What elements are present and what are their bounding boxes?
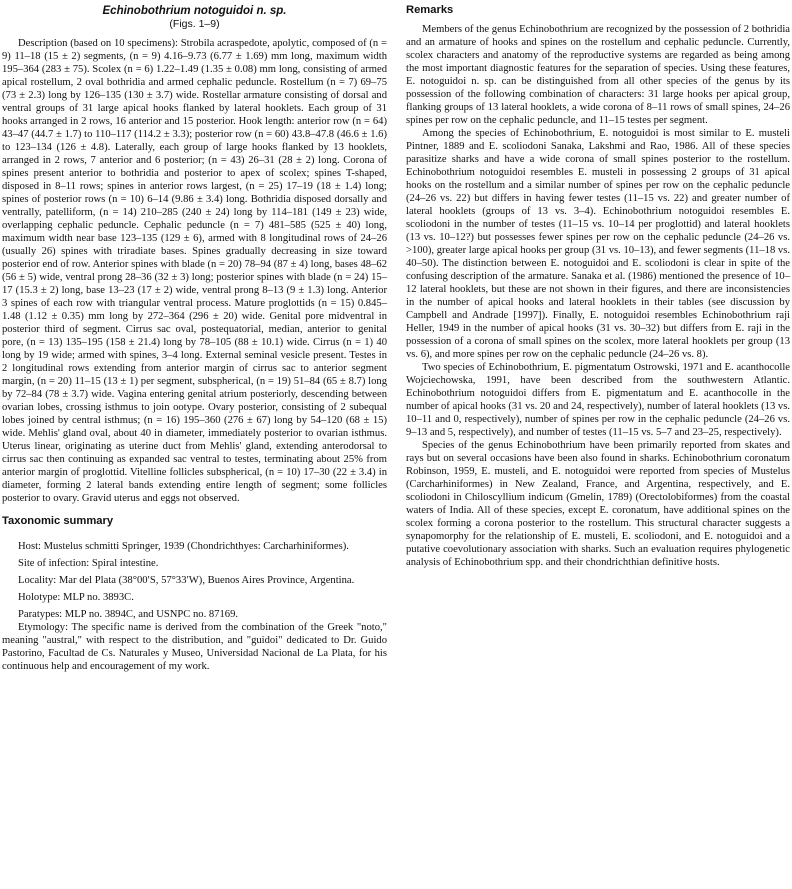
locality-entry: Locality: Mar del Plata (38°00′S, 57°33′W), Buenos Aires Province, Argentina. — [18, 575, 355, 586]
holotype-entry: Holotype: MLP no. 3893C. — [18, 592, 134, 603]
remarks-paragraph-1: Members of the genus Echinobothrium are recognized by the possession of 2 bothridia and an armature of hooks and spines on the rostellum and cephalic peduncle. Currently, scolex characters and anatomy of the reproductive systems are regarded as being among the most important diagnostic features for the separation of species. Using these features, E. notoguidoi n. sp. can be distinguished from all other species of the genus by its possession of the following combination of characters: 31 large hooks per apical group, flanking groups of 13 lateral hooklets, a wide corona of 8–11 rows of small spines, 24–26 spines per row on the cephalic peduncle, and 11–15 testes per segment. — [406, 24, 790, 126]
remarks-paragraph-4: Species of the genus Echinobothrium have been primarily reported from skates and rays but on several occasions have been also found in sharks. Echinobothrium coronatum Robinson, 1959, E. musteli, and E. notoguidoi were reported from species of Mustelus (Carcharhiniformes) in New Zealand, France, and Argentina, respectively, and E. scoliodoni in Chiloscyllium indicum (Gmelin, 1789) (Orectolobiformes) from the coastal waters of India. All of these species, except E. coronatum, have additional spines on the scolex forming a corona posterior to the rostellum. This structural character suggests a synapomorphy for the relationship of E. musteli, E. scoliodoni, and E. notoguidoi and a putative coevolutionary association with sharks. Such an evaluation requires phylogenetic analysis of Echinobothrium spp. and their chondrichthian definitive hosts. — [406, 440, 790, 568]
site-entry: Site of infection: Spiral intestine. — [18, 558, 159, 569]
taxonomic-summary — [2, 540, 387, 673]
description-paragraph: Description (based on 10 specimens): Strobila acraspedote, apolytic, composed of (n = 9) 11–18 (15 ± 2) segments, (n = 9) 4.16–9.73 (6.77 ± 1.69) mm long, maximum width 195–364 (283 ± 75). Scolex (n = 6) 1.22–1.49 (1.35 ± 0.08) mm long, consisting of armed apical rostellum, 2 oval bothridia and armed cephalic peduncle. Rostellum (n = 7) 69–75 (73 ± 2.3) long by 126–135 (130 ± 3.7) wide. Rostellar armature consisting of dorsal and ventral groups of 31 large apical hooks flanked by lateral hooklets. Each group of 31 hooks arranged in 2 rows, 16 anterior and 15 posterior. Hook length: anterior row (n = 64) 43–47 (44.7 ± 1.7) to 110–117 (114.2 ± 3.3); posterior row (n = 60) 43.8–47.8 (46.6 ± 1.6) to 123–134 (126 ± 4.8). Laterally, each group of large hooks flanked by 13 hooklets, arranged in 2 rows, 7 anterior and 6 posterior; (n = 43) 26–31 (28 ± 2) long. Corona of spines present anterior to bothridia and posterior to apex of scolex; spines T-shaped, disposed in 8–11 rows; spines in anterior rows largest, (n = 25) 17–19 (18 ± 1.4) long; spines of posterior rows (n = 10) 6–14 (9.86 ± 3.4) long. Bothridia disposed dorsally and ventrally, patelliform, (n = 14) 210–285 (240 ± 24) long by 114–181 (149 ± 23) wide, overlapping cephalic peduncle. Cephalic peduncle (n = 7) 481–585 (525 ± 40) long, maximum width near base 123–135 (129 ± 6), armed with 8 longitudinal rows of 24–26 (usually 26) spines with triradiate bases. Spines gradually decreasing in size toward posterior end of row. Anterior spines with blade (n = 20) 78–94 (87 ± 4) long, bases 48–62 (56 ± 5) wide, ventral prong 28–36 (32 ± 3) long; posterior spines with blade (n = 24) 15–17 (15.3 ± 2) long, base 13–23 (17 ± 2) wide, ventral prong 8–13 (9 ± 1.3) long. Anterior 3 spines of each row with triangular ventral process. Mature proglottids (n = 15) 0.845–1.48 (1.12 ± 0.35) mm long by 272–364 (296 ± 20) wide. Genital pore midventral in posterior third of segment. Cirrus sac oval, postequatorial, median, anterior to genital pore, (n = 13) 135–195 (158 ± 21.4) long by 78–105 (88 ± 10.1) wide. Cirrus (n = 1) 40 long by 19 wide; armed with spines, 3–4 long. External seminal vesicle present. Testes in 2 longitudinal rows extending from anterior margin of cirrus sac to anterior segment margin, (n = 20) 11–15 (13 ± 1) per segment, subspherical, (n = 19) 51–84 (65 ± 8.7) long by 72–84 (78 ± 3.7) wide. Vagina entering genital atrium posteriorly, descending between ovarian lobes, crossing isthmus to join ootype. Ovary posterior, consisting of 2 subequal lobes joined by central isthmus; (n = 16) 195–360 (276 ± 67) long by 54–120 (68 ± 15) wide. Mehlis' gland oval, about 40 in diameter, immediately posterior to ovarian isthmus. Uterus linear, originating as uterine duct from Mehlis' gland, extending anterodorsal to cirrus sac then continuing as expanded sac ventral to testes, terminating about 25% from anterior margin of proglottid. Vitelline follicles subspherical, (n = 10) 17–30 (22 ± 3.4) in diameter, forming 2 lateral bands extending entire length of segment; some follicles posterior to ovary. Gravid uterus and eggs not observed. — [2, 38, 387, 504]
remarks-paragraph-2: Among the species of Echinobothrium, E. notoguidoi is most similar to E. musteli Pintner, 1889 and E. scoliodoni Sanaka, Lakshmi and Rao, 1986. All of these species parasitize sharks and have a wide corona of small spines posterior to the rostellum. Echinobothrium notoguidoi resembles E. musteli in possessing 2 groups of 31 apical hooks on the rostellum and a similar number of spines per row on the cephalic peduncle (24–26 vs. 22) but differs in having fewer testes (11–15 vs. 22) and greater number of lateral hooklets (groups of 13 vs. 3–4). Echinobothrium notoguidoi resembles E. scoliodoni in the number of testes (11–15 vs. 10–14 per proglottid) and lateral hooklets (13 vs. 10–12?) but possesses fewer spines per row on the cephalic peduncle (24–26 vs. >100), greater large apical hooks per group (31 vs. 10–13), and fewer segments (11–18 vs. 40–50). The distinction between E. notoguidoi and E. scoliodoni is clear in spite of the confusing description of the armature. Sanaka et al. (1986) mentioned the presence of 10–12 lateral hooklets, but these are not shown in their figures, and there are inconsistencies in the number of apical hooks and lateral hooklets in their tables (see discussion by Campbell and Andrade [1997]). Finally, E. notoguidoi resembles Echinobothrium raji Heller, 1949 in the number of apical hooks (31 vs. 30–32) but differs from E. raji in the possession of a corona of small spines on the scolex, more lateral hooklets per group (13 vs. 6), and more spines per row on the cephalic peduncle (24–26 vs. 8). — [406, 128, 790, 360]
species-title: Echinobothrium notoguidoi n. sp. — [102, 5, 287, 17]
paratypes-entry: Paratypes: MLP no. 3894C, and USNPC no. 87169. — [18, 609, 239, 620]
right-column — [406, 4, 790, 569]
remarks-paragraph-3: Two species of Echinobothrium, E. pigmentatum Ostrowski, 1971 and E. acanthocolle Wojciechowska, 1991, have been described from the southwestern Atlantic. Echinobothrium notoguidoi differs from E. pigmentatum and E. acanthocolle in the number of apical hooks (31 vs. 20 and 24, respectively), number of lateral hooklets (13 vs. 10–11 and 0, respectively), number of spines per row in the cephalic peduncle (24–26 vs. 9–13 and 5, respectively), and number of testes (11–15 vs. 5–7 and 23–25, respectively). — [406, 362, 790, 438]
left-column — [2, 4, 387, 673]
taxonomic-summary-heading: Taxonomic summary — [2, 515, 114, 527]
host-entry: Host: Mustelus schmitti Springer, 1939 (Chondrichthyes: Carcharhiniformes). — [18, 541, 349, 552]
figures-reference: (Figs. 1–9) — [169, 18, 220, 30]
remarks-heading: Remarks — [406, 4, 454, 16]
etymology-entry: Etymology: The specific name is derived from the combination of the Greek "noto," meaning "austral," with respect to the distribution, and "guidoi" dedicated to Dr. Guido Pastorino, Facultad de Cs. Naturales y Museo, Universidad Nacional de La Plata, for his continuous help and encouragement of my work. — [2, 622, 387, 672]
